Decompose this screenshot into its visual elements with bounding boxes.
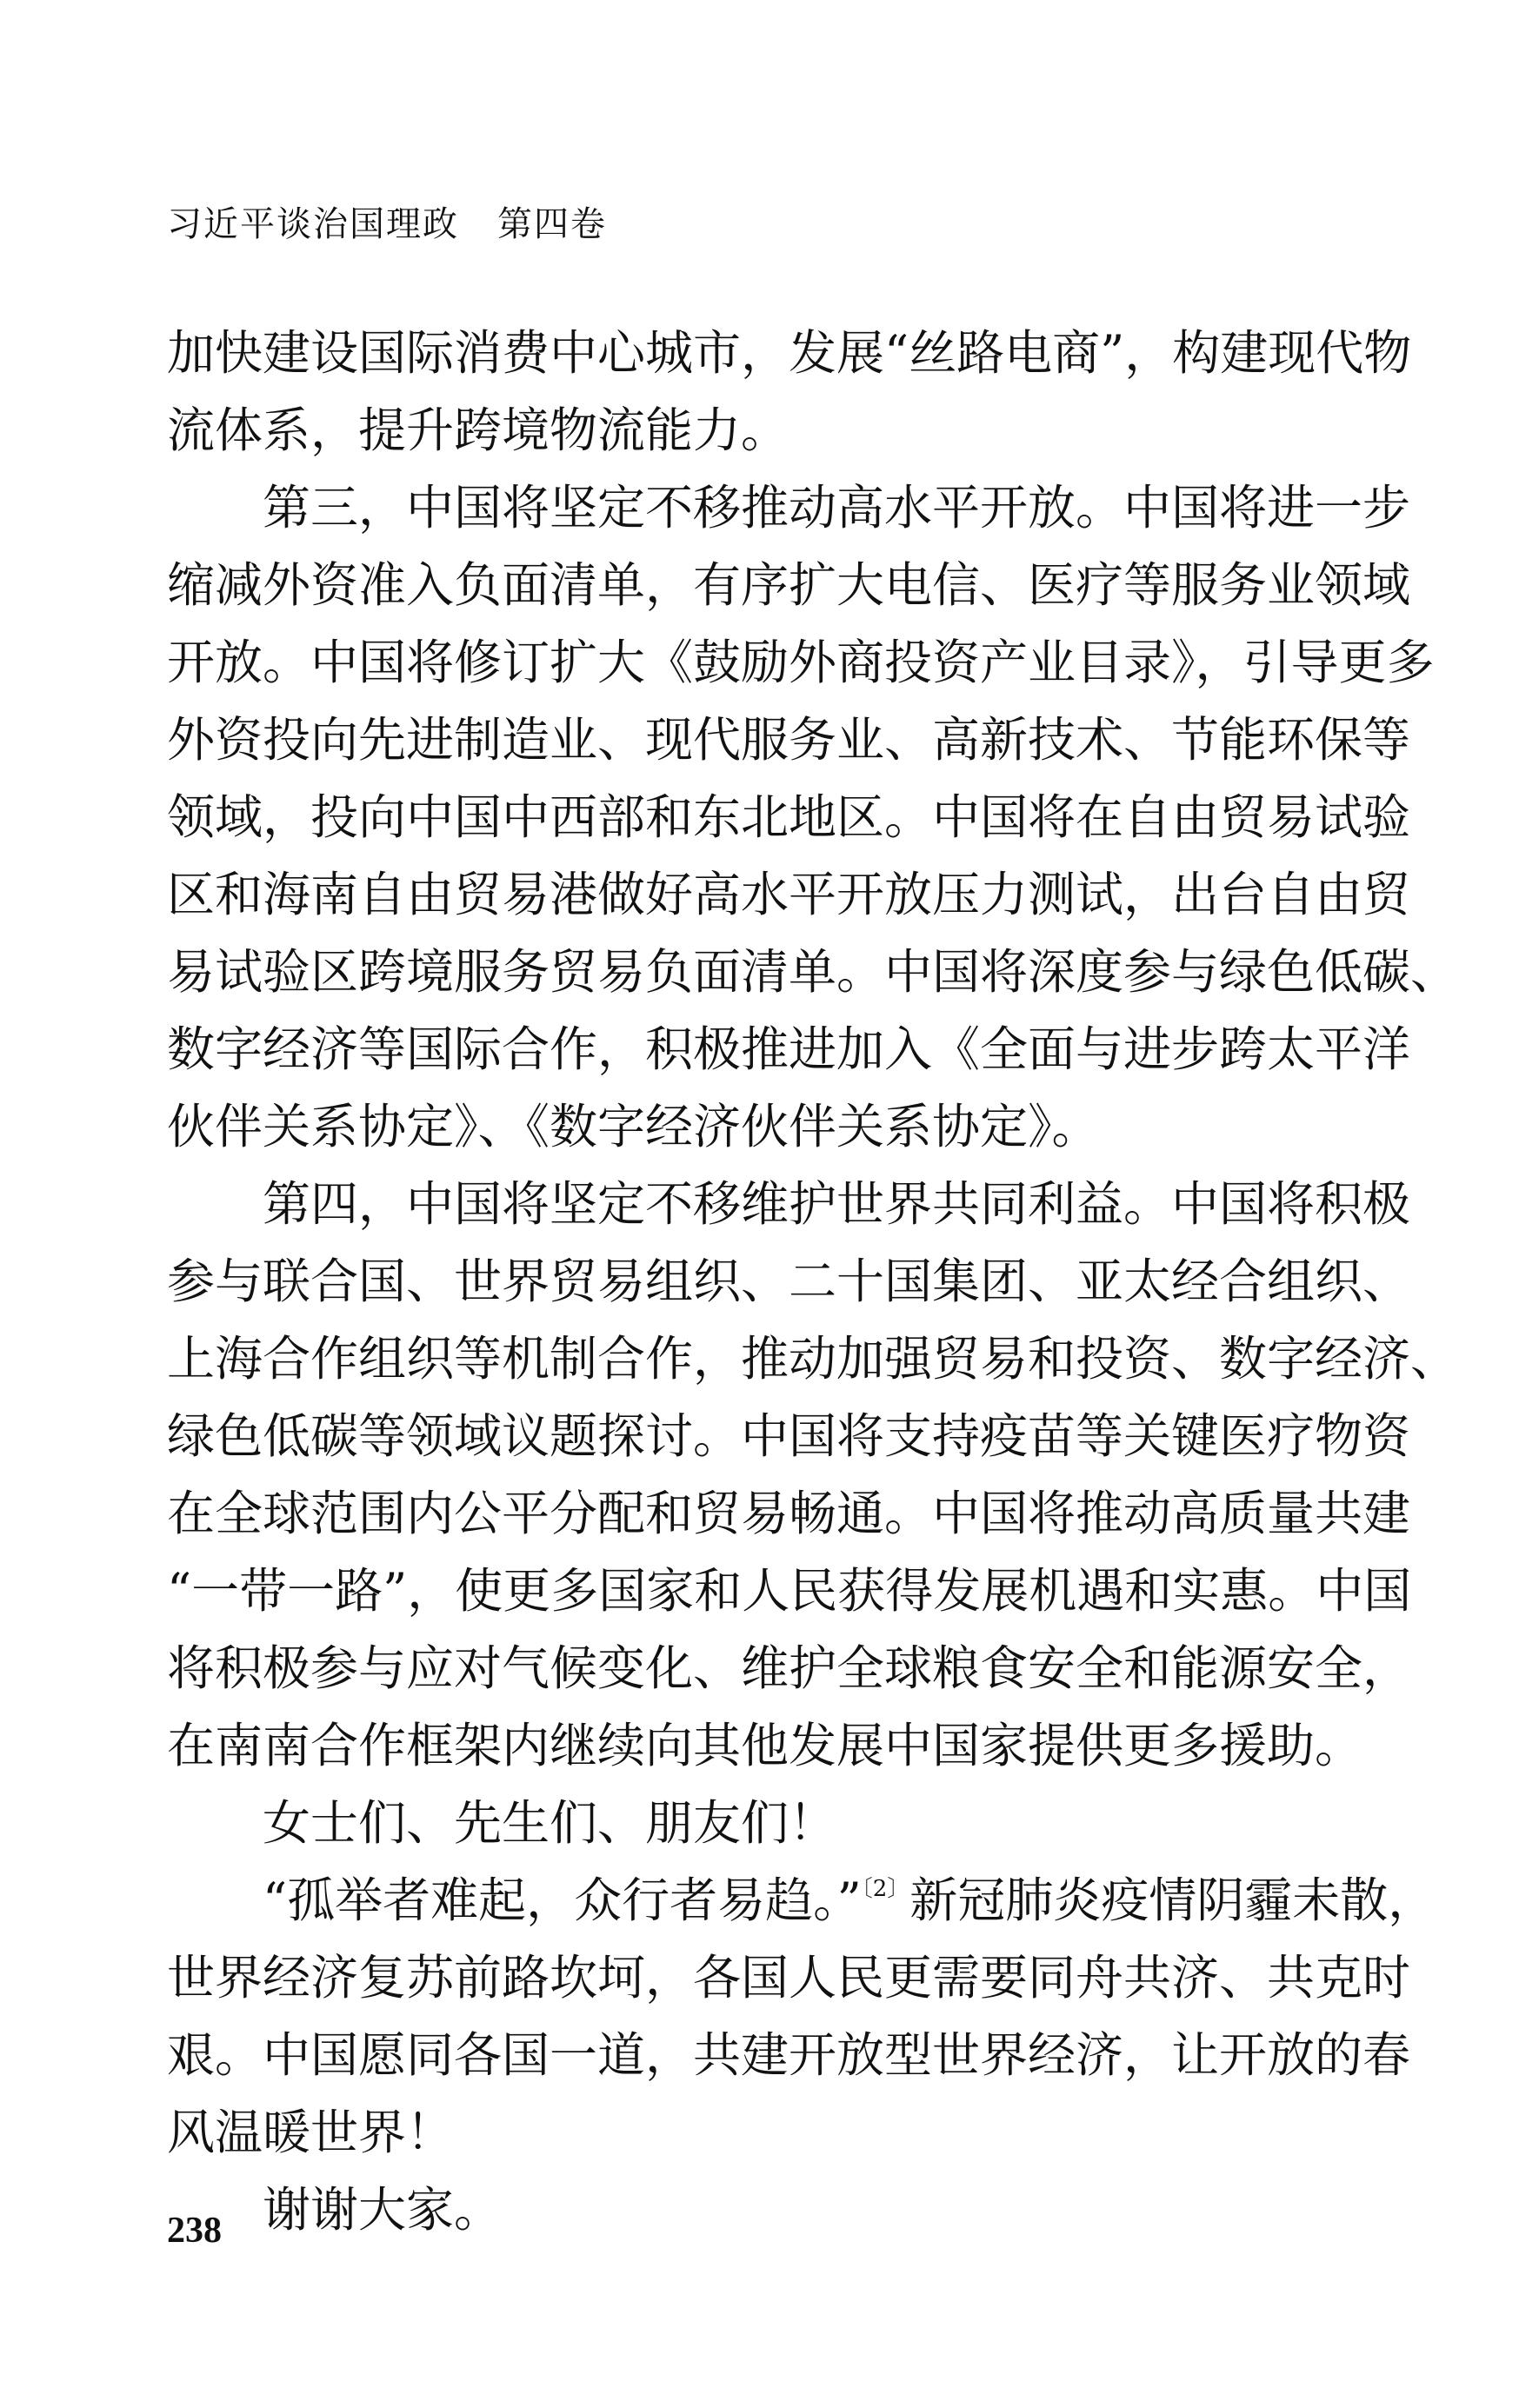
text-line: “一带一路”，使更多国家和人民获得发展机遇和实惠。中国 — [167, 1563, 1412, 1619]
text-line: 在南南合作框架内继续向其他发展中国家提供更多援助。 — [167, 1718, 1363, 1773]
text-line: 参与联合国、世界贸易组织、二十国集团、亚太经合组织、 — [167, 1254, 1411, 1309]
paragraph-start-line: 第四，中国将坚定不移维护世界共同利益。中国将积极 — [263, 1176, 1411, 1232]
text-line: 艰。中国愿同各国一道，共建开放型世界经济，让开放的春 — [167, 2027, 1411, 2083]
page-number: 238 — [167, 2211, 222, 2251]
text-line: 将积极参与应对气候变化、维护全球粮食安全和能源安全， — [167, 1640, 1411, 1696]
body-text — [167, 315, 1459, 2249]
paragraph-start-line: 谢谢大家。 — [263, 2182, 503, 2238]
book-title: 习近平谈治国理政 — [167, 204, 459, 244]
volume-label: 第四卷 — [497, 204, 607, 244]
paragraph-start-line: 女士们、先生们、朋友们！ — [263, 1795, 837, 1851]
text-line: 流体系，提升跨境物流能力。 — [167, 402, 789, 458]
quote-text: “孤举者难起，众行者易趋。” — [263, 1873, 862, 1928]
footnote-marker: 〔2〕 — [861, 1876, 910, 1902]
text-line: 世界经济复苏前路坎坷，各国人民更需要同舟共济、共克时 — [167, 1950, 1411, 2006]
paragraph-start-line: 第三，中国将坚定不移推动高水平开放。中国将进一步 — [263, 480, 1411, 535]
text-line: 易试验区跨境服务贸易负面清单。中国将深度参与绿色低碳、 — [167, 944, 1459, 1000]
text-line: 外资投向先进制造业、现代服务业、高新技术、节能环保等 — [167, 712, 1411, 768]
text-line: 在全球范围内公平分配和贸易畅通。中国将推动高质量共建 — [167, 1486, 1411, 1541]
text-line: 开放。中国将修订扩大《鼓励外商投资产业目录》，引导更多 — [167, 635, 1435, 690]
text-line: 数字经济等国际合作，积极推进加入《全面与进步跨太平洋 — [167, 1021, 1411, 1077]
text-line: 伙伴关系协定》、《数字经济伙伴关系协定》。 — [167, 1099, 1100, 1154]
quote-line — [167, 1862, 1436, 1939]
quote-continuation: 新冠肺炎疫情阴霾未散， — [909, 1873, 1436, 1928]
text-line: 领域，投向中国中西部和东北地区。中国将在自由贸易试验 — [167, 789, 1411, 845]
text-line: 缩减外资准入负面清单，有序扩大电信、医疗等服务业领域 — [167, 557, 1411, 613]
running-header — [167, 198, 607, 250]
text-line: 区和海南自由贸易港做好高水平开放压力测试，出台自由贸 — [167, 867, 1411, 922]
text-line: 加快建设国际消费中心城市，发展“丝路电商”，构建现代物 — [167, 325, 1412, 381]
text-line: 绿色低碳等领域议题探讨。中国将支持疫苗等关键医疗物资 — [167, 1408, 1411, 1464]
text-line: 风温暖世界！ — [167, 2105, 455, 2160]
text-line: 上海合作组织等机制合作，推动加强贸易和投资、数字经济、 — [167, 1331, 1459, 1387]
